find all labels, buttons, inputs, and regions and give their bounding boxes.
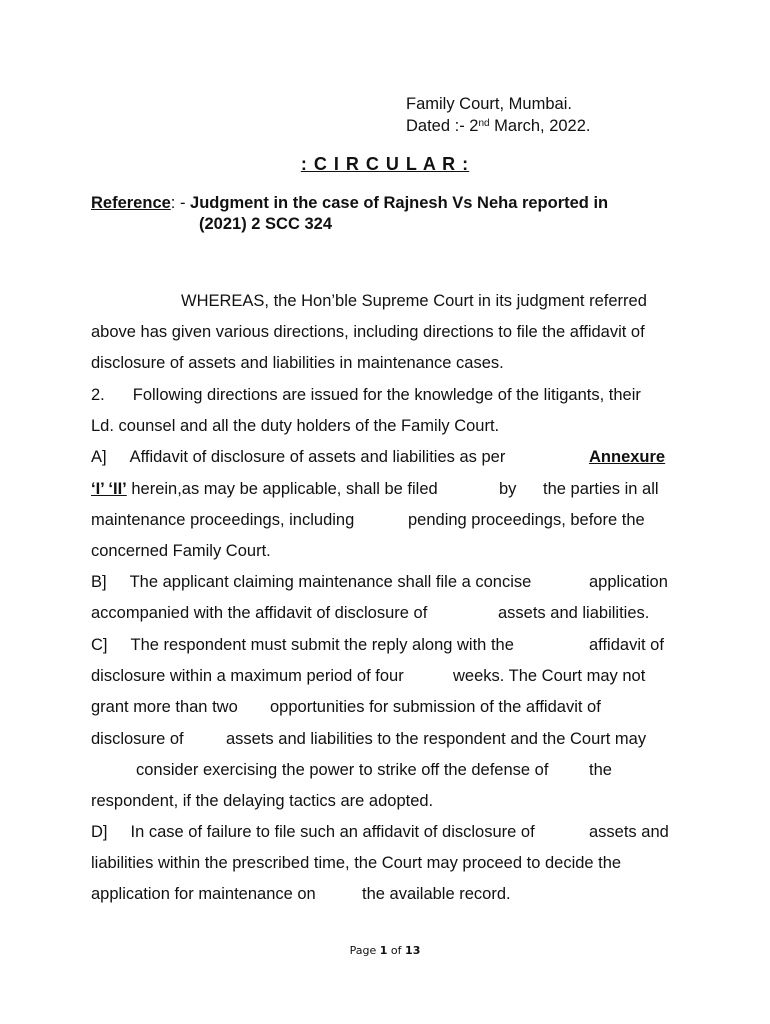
- body-line-3: disclosure of assets and liabilities in maintenance cases.: [91, 354, 504, 372]
- body-text: Following directions are issued for the knowledge of the litigants, their: [132, 386, 641, 404]
- para-number: C]: [91, 636, 108, 654]
- body-text: assets and liabilities.: [498, 604, 650, 622]
- reference-label: Reference: [91, 194, 171, 212]
- body-line-20: [91, 884, 681, 904]
- body-text: The applicant claiming maintenance shall file a concise: [129, 573, 532, 591]
- para-c: [91, 635, 681, 655]
- body-text: by: [499, 480, 517, 498]
- body-text: assets and liabilities to the respondent and the Court may: [226, 730, 647, 748]
- body-text: the: [589, 761, 612, 779]
- body-text: The respondent must submit the reply along with the: [130, 636, 514, 654]
- body-line-15: [91, 729, 681, 749]
- body-line-8: [91, 510, 681, 530]
- para-number: B]: [91, 573, 107, 591]
- body-text: disclosure of: [91, 730, 184, 748]
- body-text: Affidavit of disclosure of assets and liabilities as per: [129, 448, 506, 466]
- body-line-16: [91, 760, 681, 780]
- body-text: assets and: [589, 823, 669, 841]
- annexure-numbers: ‘I’ ‘II’: [91, 480, 127, 498]
- body-text: the parties in all: [543, 480, 659, 498]
- body-text: maintenance proceedings, including: [91, 511, 355, 529]
- header-court: Family Court, Mumbai.: [406, 95, 572, 113]
- date-suffix: March, 2022.: [489, 117, 591, 135]
- para-number: A]: [91, 448, 107, 466]
- body-line-13: [91, 666, 681, 686]
- date-prefix: Dated :- 2: [406, 117, 479, 135]
- body-text: the available record.: [362, 885, 511, 903]
- body-line-7: [91, 479, 681, 499]
- page-footer: [0, 944, 770, 957]
- body-line-9: concerned Family Court.: [91, 542, 271, 560]
- reference-line-2: (2021) 2 SCC 324: [199, 215, 332, 233]
- body-text: consider exercising the power to strike off the defense of: [136, 761, 549, 779]
- para-2: [91, 385, 681, 405]
- para-number: D]: [91, 823, 108, 841]
- body-text: disclosure within a maximum period of four: [91, 667, 404, 685]
- body-text: grant more than two: [91, 698, 238, 716]
- page-title: : C I R C U L A R :: [300, 154, 470, 174]
- para-b: [91, 572, 681, 592]
- reference-line-1: [91, 193, 608, 213]
- body-text: herein,as may be applicable, shall be filed: [126, 480, 438, 498]
- annexure-label: Annexure: [589, 448, 666, 466]
- body-line-5: Ld. counsel and all the duty holders of the Family Court.: [91, 417, 500, 435]
- page-total: 13: [405, 944, 421, 957]
- header-date: [406, 116, 590, 136]
- page-word: Page: [349, 944, 380, 957]
- body-text: application: [589, 573, 668, 591]
- body-text: accompanied with the affidavit of disclosure of: [91, 604, 428, 622]
- body-line-11: [91, 603, 681, 623]
- reference-text-1: Judgment in the case of Rajnesh Vs Neha reported in: [190, 194, 609, 212]
- of-word: of: [387, 944, 406, 957]
- para-d: [91, 822, 681, 842]
- page-number: 1: [379, 944, 388, 957]
- body-text: WHEREAS, the Hon’ble Supreme Court in its judgment referred: [181, 292, 647, 310]
- body-line-14: [91, 697, 681, 717]
- body-text: In case of failure to file such an affidavit of disclosure of: [130, 823, 535, 841]
- body-text: opportunities for submission of the affidavit of: [270, 698, 601, 716]
- body-text: application for maintenance on: [91, 885, 316, 903]
- date-superscript: nd: [478, 118, 490, 129]
- reference-sep: : -: [170, 194, 191, 212]
- body-text: affidavit of: [589, 636, 664, 654]
- body-line-19: liabilities within the prescribed time, the Court may proceed to decide the: [91, 854, 622, 872]
- body-text: pending proceedings, before the: [408, 511, 645, 529]
- para-a: [91, 447, 681, 467]
- body-line-17: respondent, if the delaying tactics are adopted.: [91, 792, 434, 810]
- body-line-1: [91, 291, 681, 311]
- body-line-2: above has given various directions, including directions to file the affidavit of: [91, 323, 645, 341]
- para-number: 2.: [91, 386, 105, 404]
- body-text: weeks. The Court may not: [453, 667, 646, 685]
